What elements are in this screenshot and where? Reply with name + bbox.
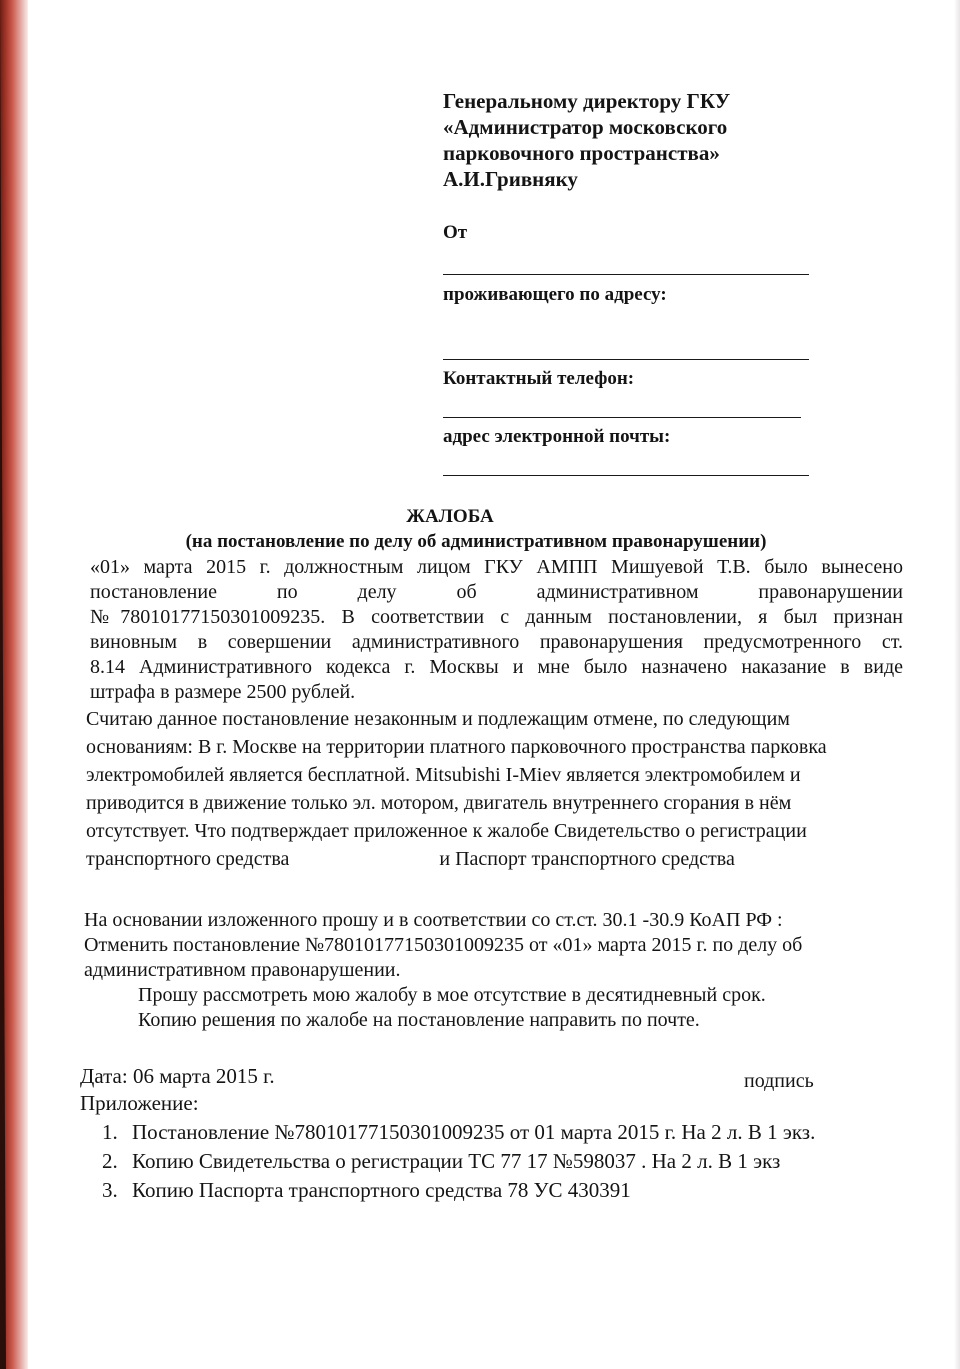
attachments-label: Приложение:	[80, 1091, 199, 1115]
list-item-number: 3.	[102, 1178, 118, 1202]
list-item-text: Копию Паспорта транспортного средства 78 УС 430391	[132, 1178, 631, 1202]
list-item-number: 1.	[102, 1120, 118, 1144]
document-title: ЖАЛОБА	[406, 506, 494, 527]
attachments-list	[102, 1118, 815, 1205]
addressee-line: парковочного пространства»	[443, 141, 720, 165]
address-blank-line	[443, 359, 809, 360]
paragraph-line: Отменить постановление №78010177150301009235 от «01» марта 2015 г. по делу об	[84, 934, 803, 956]
paragraph-fragment: и Паспорт транспортного средства	[439, 848, 735, 870]
address-label: проживающего по адресу:	[443, 284, 667, 305]
from-label: От	[443, 222, 468, 243]
list-item-text: Копию Свидетельства о регистрации ТС 77 17 №598037 . На 2 л. В 1 экз	[132, 1149, 781, 1173]
list-item	[102, 1118, 815, 1147]
paper-edge-dark	[0, 0, 6, 1369]
addressee-name: А.И.Гривняку	[443, 167, 578, 191]
paragraph-line: административном правонарушении.	[84, 959, 401, 981]
paragraph-line: отсутствует. Что подтверждает приложенное к жалобе Свидетельство о регистрации	[86, 820, 807, 842]
paragraph-line: виновным в совершении административного правонарушения предусмотренного ст.	[90, 631, 903, 653]
paragraph-line: Копию решения по жалобе на постановление направить по почте.	[138, 1009, 700, 1031]
phone-label: Контактный телефон:	[443, 368, 635, 389]
paragraph-line: Считаю данное постановление незаконным и подлежащим отмене, по следующим	[86, 708, 790, 730]
paragraph-line: №78010177150301009235. В соответствии с данным постановлении, я был признан	[90, 606, 903, 628]
paragraph-line	[86, 845, 906, 873]
signature-label: подпись	[744, 1070, 814, 1092]
list-item-number: 2.	[102, 1149, 118, 1173]
paper-shadow-right	[954, 0, 960, 1369]
paragraph-line: 8.14 Административного кодекса г. Москвы и мне было назначено наказание в виде	[90, 656, 903, 678]
paragraph-decision	[90, 555, 903, 705]
from-blank-line	[443, 274, 809, 275]
paragraph-grounds	[86, 705, 906, 873]
paragraph-line: приводится в движение только эл. мотором, двигатель внутреннего сгорания в нём	[86, 792, 792, 814]
addressee-block	[443, 88, 863, 192]
paragraph-request	[84, 908, 914, 1033]
paragraph-fragment: транспортного средства	[86, 848, 290, 870]
paragraph-line: электромобилей является бесплатной. Mitsubishi I-Miev является электромобилем и	[86, 764, 801, 786]
date-line: Дата: 06 марта 2015 г.	[80, 1064, 275, 1088]
list-item-text: Постановление №78010177150301009235 от 01 марта 2015 г. На 2 л. В 1 экз.	[132, 1120, 816, 1144]
list-item	[102, 1176, 815, 1205]
paragraph-line: Прошу рассмотреть мою жалобу в мое отсутствие в десятидневный срок.	[138, 984, 766, 1006]
document-subtitle: (на постановление по делу об административном правонарушении)	[185, 531, 767, 552]
paragraph-line: основаниям: В г. Москве на территории платного парковочного пространства парковка	[86, 736, 827, 758]
paragraph-line: На основании изложенного прошу и в соответствии со ст.ст. 30.1 -30.9 КоАП РФ :	[84, 909, 783, 931]
addressee-line: Генеральному директору ГКУ	[443, 89, 731, 113]
paragraph-line: постановление по делу об административном правонарушении	[90, 581, 903, 603]
addressee-line: «Администратор московского	[443, 115, 728, 139]
paragraph-line: штрафа в размере 2500 рублей.	[90, 681, 356, 703]
email-label: адрес электронной почты:	[443, 426, 671, 447]
list-item	[102, 1147, 815, 1176]
paragraph-line: «01» марта 2015 г. должностным лицом ГКУ АМПП Мишуевой Т.В. было вынесено	[90, 556, 903, 578]
email-blank-line	[443, 475, 809, 476]
phone-blank-line	[443, 417, 801, 418]
